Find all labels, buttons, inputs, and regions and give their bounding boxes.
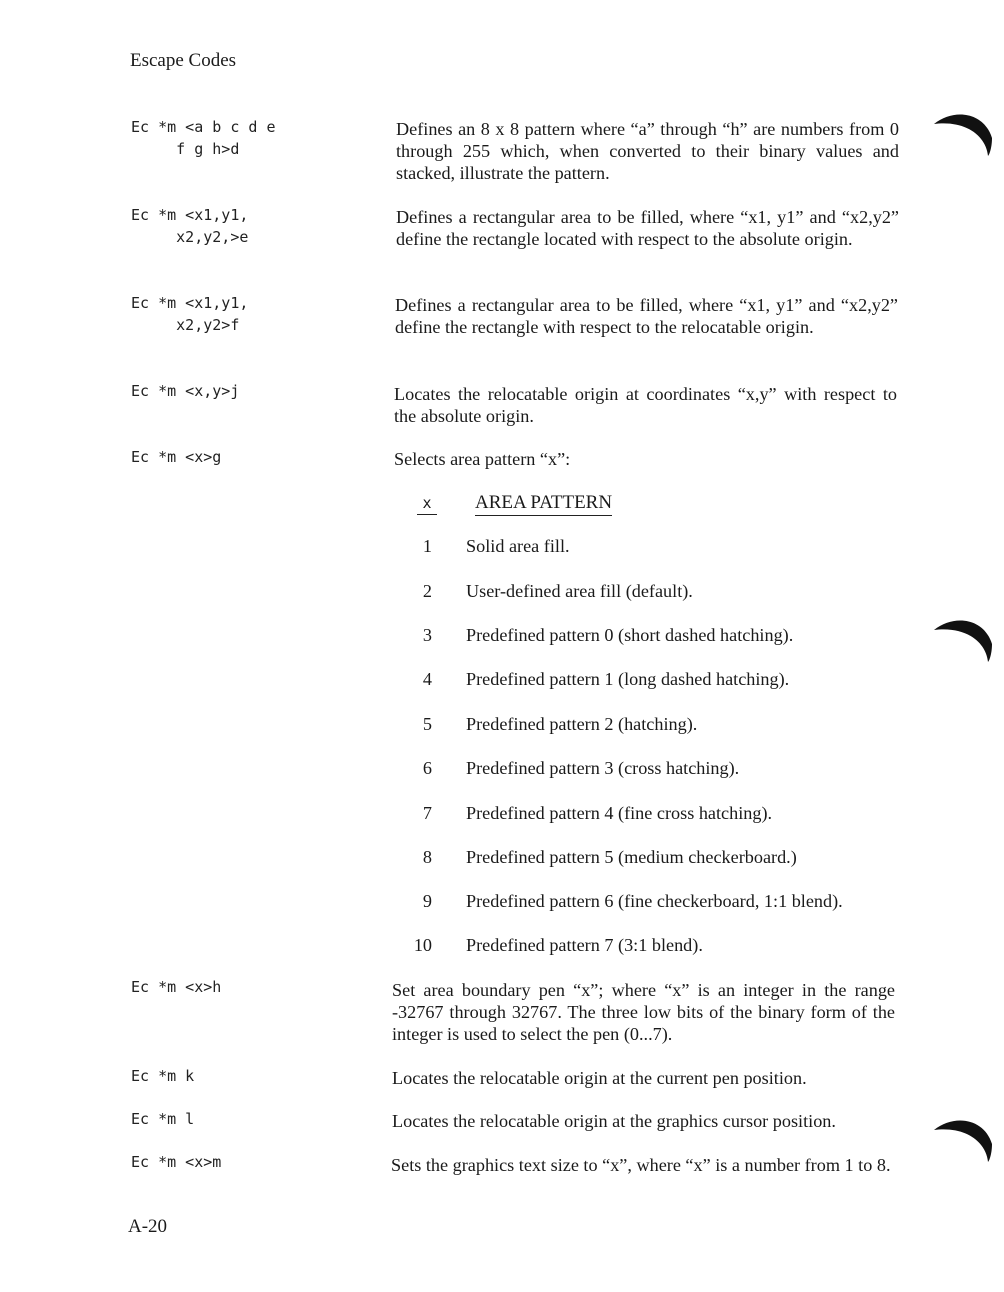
table-row-text: Predefined pattern 5 (medium checkerboard.)	[466, 847, 797, 867]
escape-code-text-size: Ec *m <x>m	[131, 1153, 222, 1171]
escape-code-rect-absolute: Ec *m <x1,y1, x2,y2,>e	[131, 206, 249, 246]
desc-relocate-origin: Locates the relocatable origin at coordinates “x,y” with respect to the absolute origin.	[394, 384, 897, 426]
table-header-x: x	[417, 494, 437, 515]
table-row-text: Predefined pattern 4 (fine cross hatching).	[466, 803, 773, 823]
table-row-number: 4	[422, 669, 432, 689]
escape-code-boundary-pen: Ec *m <x>h	[131, 978, 222, 996]
table-row-number: 2	[422, 581, 432, 601]
table-row-number: 10	[413, 935, 432, 955]
table-row-number: 8	[422, 847, 432, 867]
escape-code-pattern-define: Ec *m <a b c d e f g h>d	[131, 118, 276, 158]
escape-code-origin-pen: Ec *m k	[131, 1067, 195, 1085]
table-row-number: 6	[422, 758, 432, 778]
escape-code-relocate-origin: Ec *m <x,y>j	[131, 382, 240, 400]
escape-code-select-pattern: Ec *m <x>g	[131, 448, 222, 466]
binder-hole-mark	[926, 106, 996, 166]
page-header-title: Escape Codes	[130, 50, 237, 71]
binder-hole-mark	[926, 1112, 996, 1172]
table-row-number: 1	[422, 536, 432, 556]
escape-code-origin-cursor: Ec *m l	[131, 1110, 195, 1128]
table-row-text: Predefined pattern 1 (long dashed hatching).	[466, 669, 790, 689]
table-row-text: Predefined pattern 6 (fine checkerboard, 1:1 blend).	[466, 891, 843, 911]
table-row-number: 7	[422, 803, 432, 823]
table-row-text: Predefined pattern 3 (cross hatching).	[466, 758, 740, 778]
desc-boundary-pen: Set area boundary pen “x”; where “x” is an integer in the range -32767 through 32767. The three low bits of the binary form of the integer is used to select the pen (0...7).	[392, 980, 895, 1044]
desc-select-pattern: Selects area pattern “x”:	[394, 449, 571, 469]
table-row-number: 3	[422, 625, 432, 645]
desc-origin-pen: Locates the relocatable origin at the current pen position.	[392, 1068, 807, 1088]
table-row-number: 5	[422, 714, 432, 734]
binder-hole-mark	[926, 612, 996, 672]
desc-rect-relocatable: Defines a rectangular area to be filled, where “x1, y1” and “x2,y2” define the rectangle with respect to the relocatable origin.	[395, 295, 898, 337]
desc-origin-cursor: Locates the relocatable origin at the graphics cursor position.	[392, 1111, 836, 1131]
table-row-text: Predefined pattern 2 (hatching).	[466, 714, 698, 734]
table-row-text: Solid area fill.	[466, 536, 570, 556]
table-row-number: 9	[422, 891, 432, 911]
table-row-text: Predefined pattern 0 (short dashed hatching).	[466, 625, 794, 645]
desc-rect-absolute: Defines a rectangular area to be filled, where “x1, y1” and “x2,y2” define the rectangle located with respect to the absolute origin.	[396, 207, 899, 249]
page-number: A-20	[128, 1216, 168, 1237]
escape-code-rect-relocatable: Ec *m <x1,y1, x2,y2>f	[131, 294, 249, 334]
table-row-text: Predefined pattern 7 (3:1 blend).	[466, 935, 703, 955]
desc-text-size: Sets the graphics text size to “x”, where “x” is a number from 1 to 8.	[391, 1155, 891, 1175]
table-header-area-pattern: AREA PATTERN	[475, 492, 612, 516]
desc-pattern-define: Defines an 8 x 8 pattern where “a” through “h” are numbers from 0 through 255 which, when converted to their binary values and stacked, illustrate the pattern.	[396, 119, 899, 183]
table-row-text: User-defined area fill (default).	[466, 581, 693, 601]
